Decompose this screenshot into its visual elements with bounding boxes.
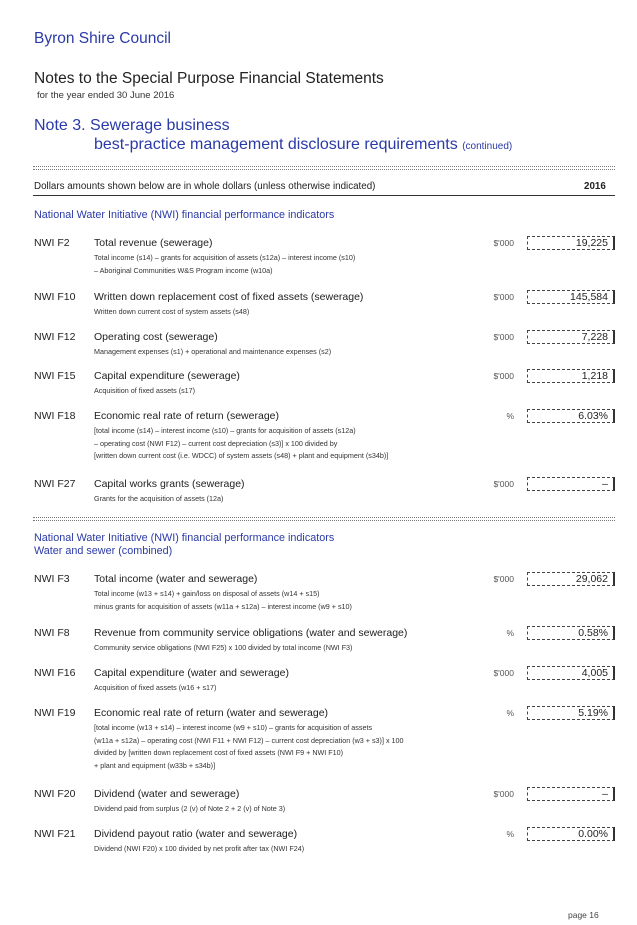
indicator-description xyxy=(94,843,304,856)
indicator-unit: $'000 xyxy=(493,668,514,678)
indicator-unit: $'000 xyxy=(493,574,514,584)
description-line: Dividend paid from surplus (2 (v) of Note 2 + 2 (v) of Note 3) xyxy=(94,804,286,813)
indicator-code: NWI F19 xyxy=(34,707,76,719)
note-subtitle xyxy=(94,136,512,154)
description-line: Management expenses (s1) + operational and maintenance expenses (s2) xyxy=(94,347,332,356)
description-line: Dividend (NWI F20) x 100 divided by net profit after tax (NWI F24) xyxy=(94,844,305,853)
header-rule xyxy=(33,195,615,196)
description-line: Community service obligations (NWI F25) x 100 divided by total income (NWI F3) xyxy=(94,643,353,652)
indicator-value-box: 7,228 xyxy=(527,330,615,344)
indicator-label: Dividend payout ratio (water and sewerage) xyxy=(94,828,298,840)
indicator-unit: $'000 xyxy=(493,332,514,342)
description-line: Total income (w13 + s14) + gain/loss on disposal of assets (w14 + s15) xyxy=(94,589,320,598)
indicator-description xyxy=(94,306,249,319)
indicator-value-box: 5.19% xyxy=(527,706,615,720)
description-line: Grants for the acquisition of assets (12a) xyxy=(94,494,224,503)
indicator-unit: % xyxy=(506,411,514,421)
continued-label: (continued) xyxy=(462,141,513,152)
indicator-description xyxy=(94,346,331,359)
indicator-value-box: 145,584 xyxy=(527,290,615,304)
indicator-unit: % xyxy=(506,829,514,839)
indicator-value-box: – xyxy=(527,787,615,801)
indicator-code: NWI F12 xyxy=(34,331,76,343)
indicator-label: Dividend (water and sewerage) xyxy=(94,788,240,800)
indicator-value-box: 4,005 xyxy=(527,666,615,680)
indicator-unit: $'000 xyxy=(493,292,514,302)
council-name: Byron Shire Council xyxy=(34,30,171,47)
indicator-value-box: 0.58% xyxy=(527,626,615,640)
description-line: – operating cost (NWI F12) – current cost depreciation (s3)] x 100 divided by xyxy=(94,438,338,448)
indicator-description xyxy=(94,682,216,695)
indicator-label: Total income (water and sewerage) xyxy=(94,573,258,585)
indicator-description xyxy=(94,493,223,506)
wavy-divider-middle xyxy=(33,517,615,521)
wavy-divider-top xyxy=(33,166,615,170)
indicator-description xyxy=(94,425,388,463)
indicator-code: NWI F18 xyxy=(34,410,76,422)
indicator-description xyxy=(94,803,285,816)
description-line: Acquisition of fixed assets (w16 + s17) xyxy=(94,683,217,692)
indicator-unit: $'000 xyxy=(493,789,514,799)
description-line: Written down current cost of system assets (s48) xyxy=(94,307,250,316)
indicator-description xyxy=(94,385,195,398)
indicator-label: Capital expenditure (water and sewerage) xyxy=(94,667,289,679)
indicator-code: NWI F21 xyxy=(34,828,76,840)
year-header: 2016 xyxy=(584,181,606,192)
section2-heading-line2: Water and sewer (combined) xyxy=(34,545,173,557)
indicator-code: NWI F8 xyxy=(34,627,70,639)
description-line: – Aboriginal Communities W&S Program income (w10a) xyxy=(94,265,273,275)
description-line: Acquisition of fixed assets (s17) xyxy=(94,386,196,395)
indicator-label: Total revenue (sewerage) xyxy=(94,237,213,249)
indicator-code: NWI F10 xyxy=(34,291,76,303)
description-line: Total income (s14) – grants for acquisition of assets (s12a) – interest income (s10) xyxy=(94,253,356,262)
indicator-description xyxy=(94,588,352,613)
page-number: page 16 xyxy=(568,910,599,920)
description-line: [written down current cost (i.e. WDCC) of system assets (s48) + plant and equipment (s34b)] xyxy=(94,451,389,461)
section2-heading xyxy=(34,532,334,558)
indicator-label: Written down replacement cost of fixed assets (sewerage) xyxy=(94,291,364,303)
indicator-value-box: 29,062 xyxy=(527,572,615,586)
indicator-label: Capital works grants (sewerage) xyxy=(94,478,245,490)
indicator-label: Operating cost (sewerage) xyxy=(94,331,218,343)
indicator-code: NWI F15 xyxy=(34,370,76,382)
indicator-label: Economic real rate of return (water and sewerage) xyxy=(94,707,329,719)
description-line: [total income (w13 + s14) – interest income (w9 + s10) – grants for acquisition of assets xyxy=(94,723,373,732)
indicator-value-box: – xyxy=(527,477,615,491)
section2-heading-line1: National Water Initiative (NWI) financial performance indicators xyxy=(34,532,335,544)
corner-text xyxy=(560,0,585,1)
indicator-unit: $'000 xyxy=(493,371,514,381)
description-line: [total income (s14) – interest income (s10) – grants for acquisition of assets (s12a) xyxy=(94,426,356,435)
note-title: Note 3. Sewerage business xyxy=(34,117,230,134)
indicator-value-box: 0.00% xyxy=(527,827,615,841)
indicator-unit: % xyxy=(506,628,514,638)
notes-title: Notes to the Special Purpose Financial Statements xyxy=(34,70,384,87)
indicator-value-box: 1,218 xyxy=(527,369,615,383)
description-line: + plant and equipment (w33b + s34b)] xyxy=(94,760,216,770)
description-line: divided by [written down replacement cost of fixed assets (NWI F9 + NWI F10) xyxy=(94,748,344,758)
indicator-code: NWI F27 xyxy=(34,478,76,490)
dollars-note: Dollars amounts shown below are in whole dollars (unless otherwise indicated) xyxy=(34,181,376,192)
indicator-description xyxy=(94,722,404,772)
indicator-description xyxy=(94,252,355,277)
indicator-value-box: 6.03% xyxy=(527,409,615,423)
indicator-code: NWI F16 xyxy=(34,667,76,679)
indicator-value-box: 19,225 xyxy=(527,236,615,250)
indicator-code: NWI F3 xyxy=(34,573,70,585)
indicator-description xyxy=(94,642,352,655)
indicator-label: Capital expenditure (sewerage) xyxy=(94,370,240,382)
description-line: (w11a + s12a) – operating cost (NWI F11 + NWI F12) – current cost depreciation (w3 + s3)] x 100 xyxy=(94,735,404,745)
notes-subtitle: for the year ended 30 June 2016 xyxy=(37,90,175,101)
note-subtitle-text: best-practice management disclosure requirements xyxy=(94,136,458,153)
indicator-code: NWI F2 xyxy=(34,237,70,249)
indicator-unit: $'000 xyxy=(493,479,514,489)
indicator-unit: % xyxy=(506,708,514,718)
section1-heading: National Water Initiative (NWI) financial performance indicators xyxy=(34,209,335,221)
indicator-label: Revenue from community service obligations (water and sewerage) xyxy=(94,627,408,639)
indicator-code: NWI F20 xyxy=(34,788,76,800)
description-line: minus grants for acquisition of assets (w11a + s12a) – interest income (w9 + s10) xyxy=(94,601,352,611)
indicator-label: Economic real rate of return (sewerage) xyxy=(94,410,279,422)
indicator-unit: $'000 xyxy=(493,238,514,248)
